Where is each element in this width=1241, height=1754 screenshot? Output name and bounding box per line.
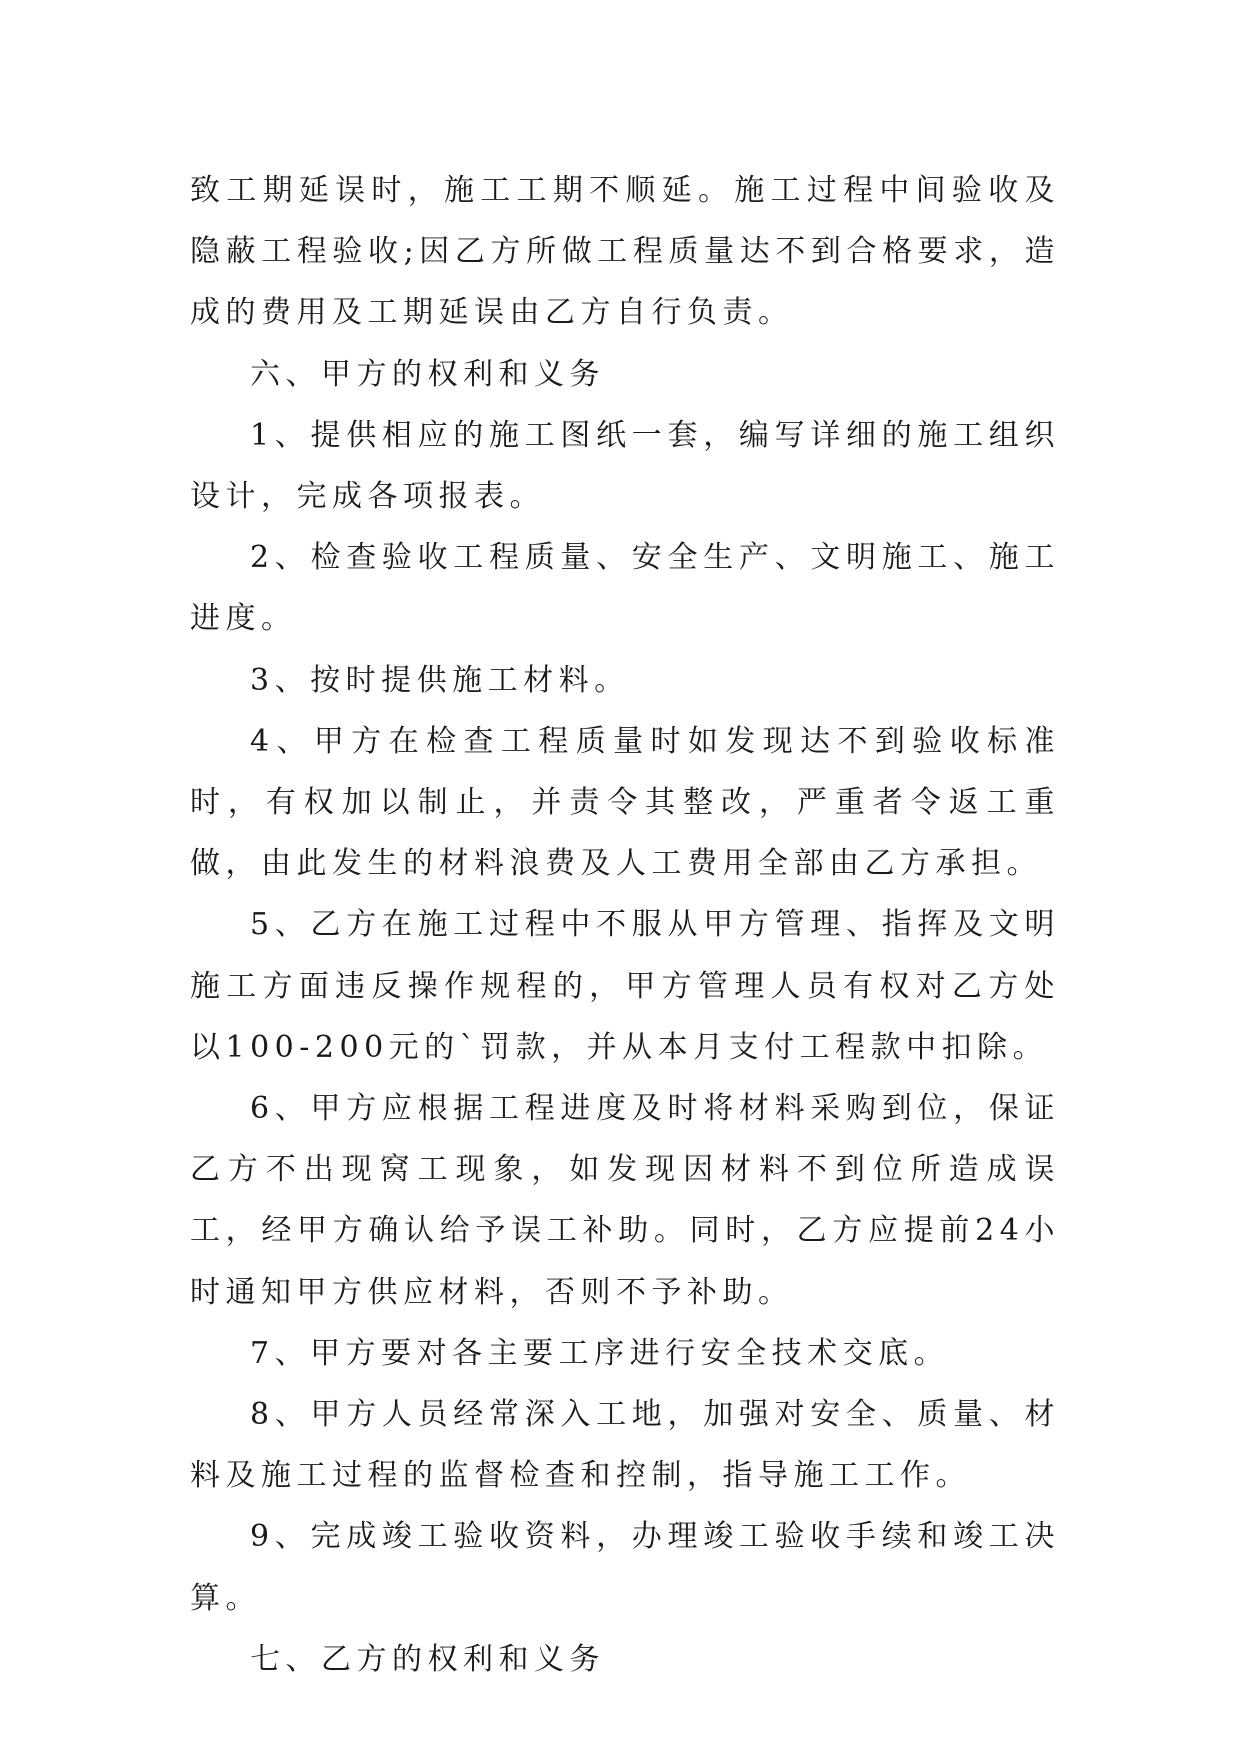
clause-7: 7、甲方要对各主要工序进行安全技术交底。 xyxy=(250,1335,950,1371)
clause-5: 5、乙方在施工过程中不服从甲方管理、指挥及文明施工方面违反操作规程的，甲方管理人员有权对乙方处以100-200元的`罚款，并从本月支付工程款中扣除。 xyxy=(190,907,1060,1065)
section-heading-party-b: 七、乙方的权利和义务 xyxy=(250,1641,605,1677)
clause-1: 1、提供相应的施工图纸一套，编写详细的施工组织设计，完成各项报表。 xyxy=(190,417,1060,515)
clause-4: 4、甲方在检查工程质量时如发现达不到验收标准时，有权加以制止，并责令其整改，严重者令返工重做，由此发生的材料浪费及人工费用全部由乙方承担。 xyxy=(190,723,1060,882)
clause-6: 6、甲方应根据工程进度及时将材料采购到位，保证乙方不出现窝工现象，如发现因材料不到位所造成误工，经甲方确认给予误工补助。同时，乙方应提前24小时通知甲方供应材料，否则不予补助。 xyxy=(190,1091,1060,1310)
clause-3: 3、按时提供施工材料。 xyxy=(250,662,630,698)
clause-2: 2、检查验收工程质量、安全生产、文明施工、施工进度。 xyxy=(190,540,1060,637)
document-body xyxy=(190,160,1060,1690)
clause-8: 8、甲方人员经常深入工地，加强对安全、质量、材料及施工过程的监督检查和控制，指导施工工作。 xyxy=(190,1397,1060,1494)
paragraph-continuation: 致工期延误时，施工工期不顺延。施工过程中间验收及隐蔽工程验收;因乙方所做工程质量达不到合格要求，造成的费用及工期延误由乙方自行负责。 xyxy=(190,173,1060,331)
clause-9: 9、完成竣工验收资料，办理竣工验收手续和竣工决算。 xyxy=(190,1519,1060,1616)
section-heading-party-a: 六、甲方的权利和义务 xyxy=(250,356,605,392)
